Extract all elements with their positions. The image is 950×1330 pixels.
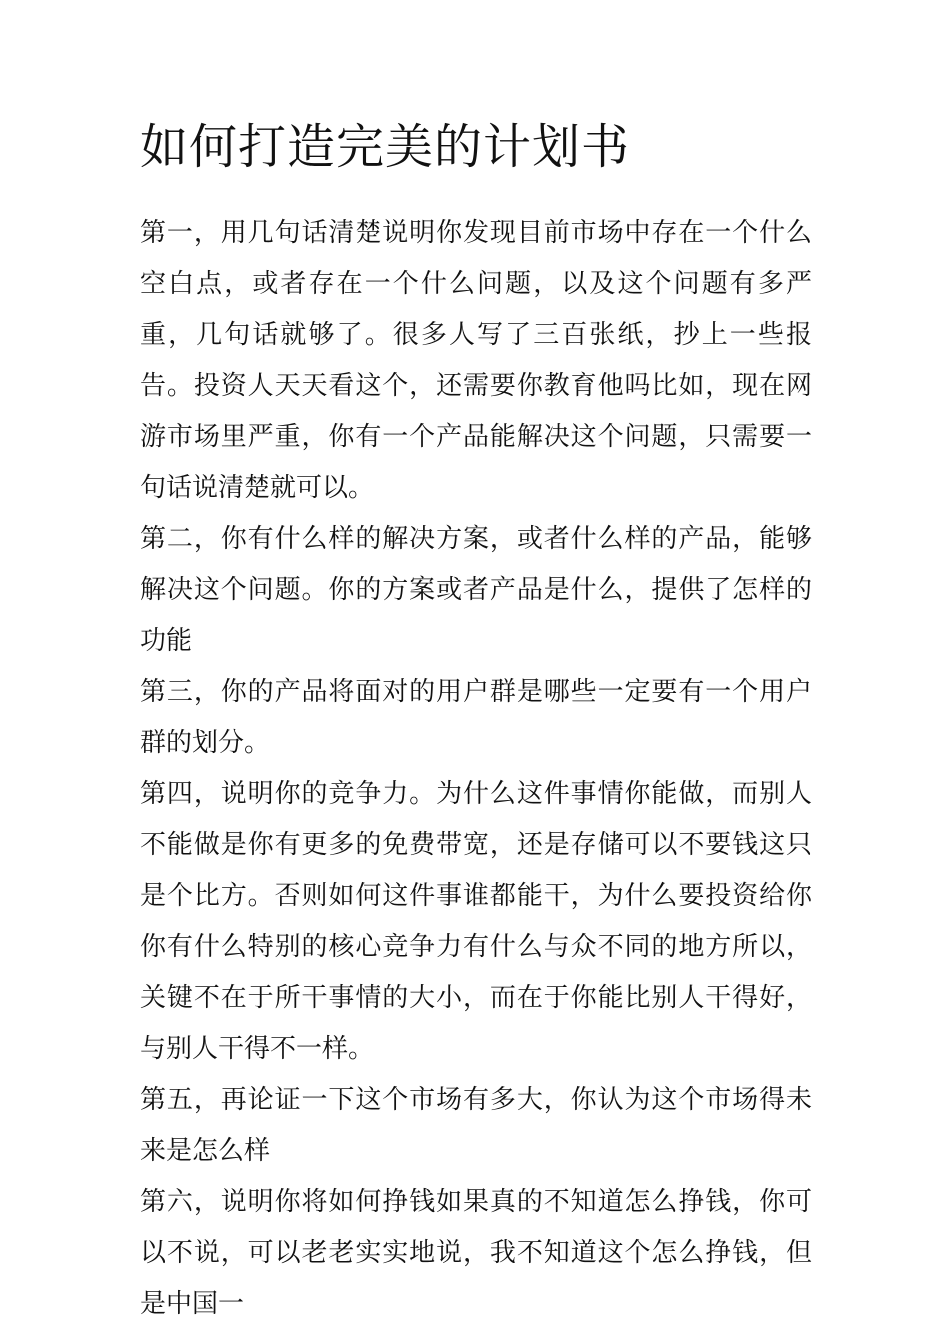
paragraph-4: 第四，说明你的竞争力。为什么这件事情你能做，而别人不能做是你有更多的免费带宽，还是存储可以不要钱这只是个比方。否则如何这件事谁都能干，为什么要投资给你你有什么特别的核心竞争力有什么与众不同的地方所以，关键不在于所干事情的大小，而在于你能比别人干得好，与别人干得不一样。 (140, 779, 812, 1064)
paragraph-5: 第五，再论证一下这个市场有多大，你认为这个市场得未来是怎么样 (140, 1085, 812, 1166)
paragraph-1: 第一，用几句话清楚说明你发现目前市场中存在一个什么空白点，或者存在一个什么问题，以及这个问题有多严重，几句话就够了。很多人写了三百张纸，抄上一些报告。投资人天天看这个，还需要你教育他吗比如，现在网游市场里严重，你有一个产品能解决这个问题，只需要一句话说清楚就可以。 (140, 218, 812, 503)
paragraph-2: 第二，你有什么样的解决方案，或者什么样的产品，能够解决这个问题。你的方案或者产品是什么，提供了怎样的功能 (140, 524, 812, 656)
document-body (140, 208, 812, 1330)
paragraph-3: 第三，你的产品将面对的用户群是哪些一定要有一个用户群的划分。 (140, 677, 812, 758)
document-title: 如何打造完美的计划书 (140, 119, 631, 175)
paragraph-6: 第六，说明你将如何挣钱如果真的不知道怎么挣钱，你可以不说，可以老老实实地说，我不知道这个怎么挣钱，但是中国一 (140, 1187, 812, 1319)
document-content (140, 112, 812, 1330)
